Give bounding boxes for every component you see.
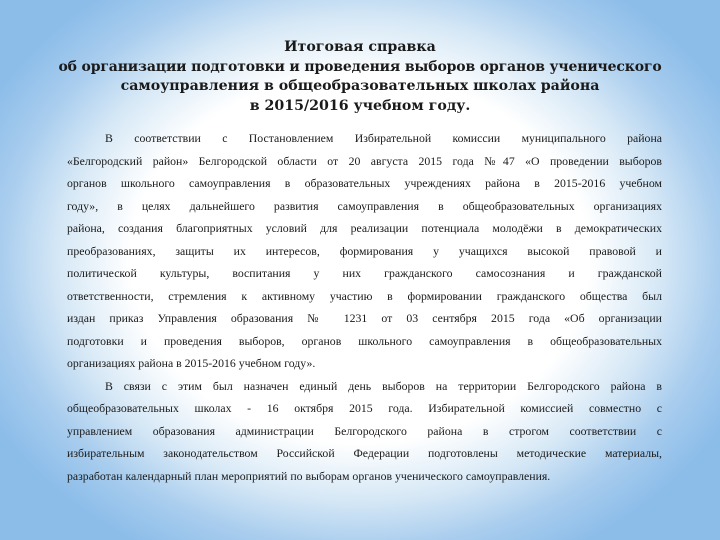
- body-line: подготовки и проведения выборов, органов школьного самоуправления в общеобразовательных: [67, 333, 662, 348]
- body-line: органов школьного самоуправления в образовательных учреждениях района в 2015-2016 учебном: [67, 176, 662, 190]
- title-line-4: в 2015/2016 учебном году.: [249, 97, 471, 114]
- body-line: организациях района в 2015-2016 учебном году».: [67, 356, 316, 370]
- document-title: [40, 38, 680, 116]
- body-line: ответственности, стремления к активному участию в формировании гражданского общества был: [67, 288, 662, 303]
- body-line: района, создания благоприятных условий для реализации потенциала молодёжи в демократических: [67, 221, 662, 235]
- body-line: разработан календарный план мероприятий по выборам органов ученического самоуправления.: [67, 468, 551, 483]
- document-body: [67, 127, 662, 487]
- body-line: В соответствии с Постановлением Избирательной комиссии муниципального района: [105, 131, 662, 145]
- body-line: политической культуры, воспитания у них гражданского самосознания и гражданской: [67, 266, 662, 280]
- body-line: издан приказ Управления образования № 1231 от 03 сентября 2015 года «Об организации: [67, 311, 662, 325]
- body-line: общеобразовательных школах - 16 октября 2015 года. Избирательной комиссией совместно с: [67, 401, 662, 415]
- body-line: управлением образования администрации Белгородского района в строгом соответствии с: [67, 423, 662, 438]
- body-line: преобразованиях, защиты их интересов, формирования у учащихся высокой правовой и: [67, 243, 662, 258]
- body-line: избирательным законодательством Российской Федерации подготовлены методические материалы,: [67, 446, 662, 460]
- title-line-2: об организации подготовки и проведения выборов органов ученического: [58, 58, 662, 75]
- body-line: году», в целях дальнейшего развития самоуправления в общеобразовательных организациях: [67, 198, 662, 213]
- title-line-3: самоуправления в общеобразовательных школах района: [120, 78, 600, 94]
- body-line: В связи с этим был назначен единый день выборов на территории Белгородского района в: [105, 378, 662, 393]
- body-line: «Белгородский район» Белгородской области от 20 августа 2015 года №47 «О проведении выборов: [67, 153, 662, 168]
- title-line-1: Итоговая справка: [284, 39, 436, 55]
